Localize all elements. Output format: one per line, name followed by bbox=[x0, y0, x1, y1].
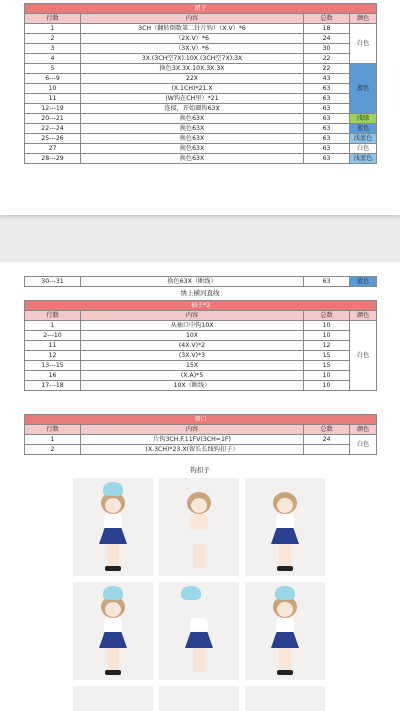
row-total: 43 bbox=[304, 74, 350, 84]
row-num: 16 bbox=[25, 371, 81, 381]
row-color: 白色 bbox=[350, 144, 377, 154]
row-num: 11 bbox=[25, 341, 81, 351]
embroidery-note: 绣上横河直线 bbox=[180, 289, 220, 297]
row-total: 63 bbox=[304, 144, 350, 154]
row-num: 6---9 bbox=[25, 74, 81, 84]
row-content: 3X.(3CH空7X).10X.(3CH空7X).3X bbox=[81, 54, 304, 64]
row-total: 30 bbox=[304, 44, 350, 54]
skirt-table bbox=[24, 3, 377, 164]
doll-figure bbox=[93, 590, 133, 680]
row-content: (X.3CH)*23.X(留长长线钩扣子） bbox=[81, 445, 304, 455]
row-num: 30---31 bbox=[25, 277, 81, 287]
col-total: 总数 bbox=[304, 311, 350, 321]
row-total: 63 bbox=[304, 154, 350, 164]
row-color: 浅蓝色 bbox=[350, 134, 377, 144]
row-num: 25---26 bbox=[25, 134, 81, 144]
row-content: 换色63X bbox=[81, 144, 304, 154]
doll-figure bbox=[93, 486, 133, 576]
skirt-title: 裙子 bbox=[25, 4, 377, 14]
row-total: 15 bbox=[304, 361, 350, 371]
row-total: 63 bbox=[304, 104, 350, 114]
row-content: 15X bbox=[81, 361, 304, 371]
col-rows: 行数 bbox=[25, 14, 81, 24]
col-rows: 行数 bbox=[25, 425, 81, 435]
doll-figure bbox=[265, 590, 305, 680]
row-total: 10 bbox=[304, 381, 350, 391]
row-num: 12---19 bbox=[25, 104, 81, 114]
row-total: 12 bbox=[304, 341, 350, 351]
col-color: 颜色 bbox=[350, 14, 377, 24]
row-total: 10 bbox=[304, 321, 350, 331]
row-content: 片钩3CH.F.11FV(3CH=1F) bbox=[81, 435, 304, 445]
col-content: 内容 bbox=[81, 311, 304, 321]
row-content: 3CH（翻转倒数第二针片钩）（X.V）*6 bbox=[81, 24, 304, 34]
doll-photo bbox=[245, 478, 325, 576]
row-color: 白色 bbox=[350, 435, 377, 455]
doll-photo bbox=[245, 686, 325, 711]
row-color: 蓝色 bbox=[350, 277, 377, 287]
row-content: 换色63X bbox=[81, 114, 304, 124]
row-content: （2X.V）*6 bbox=[81, 34, 304, 44]
doll-photo bbox=[159, 478, 239, 576]
doll-photo-collage bbox=[73, 478, 325, 711]
col-content: 内容 bbox=[81, 14, 304, 24]
row-total: 63 bbox=[304, 124, 350, 134]
row-num: 22---24 bbox=[25, 124, 81, 134]
row-total: 22 bbox=[304, 54, 350, 64]
row-color: 白色 bbox=[350, 321, 377, 391]
row-total: 10 bbox=[304, 371, 350, 381]
row-num: 4 bbox=[25, 54, 81, 64]
row-total: 18 bbox=[304, 24, 350, 34]
row-num: 12 bbox=[25, 351, 81, 361]
row-num: 2 bbox=[25, 34, 81, 44]
row-total: 15 bbox=[304, 351, 350, 361]
row-content: （3X.V）*6 bbox=[81, 44, 304, 54]
doll-figure bbox=[265, 486, 305, 576]
row-content: 换色3X.3X.10X.3X.3X bbox=[81, 64, 304, 74]
row-content: (X.A)*5 bbox=[81, 371, 304, 381]
doll-photo bbox=[245, 582, 325, 680]
row-total: 63 bbox=[304, 94, 350, 104]
col-total: 总数 bbox=[304, 425, 350, 435]
row-content: 10X（断线） bbox=[81, 381, 304, 391]
row-num: 20---21 bbox=[25, 114, 81, 124]
row-num: 2 bbox=[25, 445, 81, 455]
row-num: 17---18 bbox=[25, 381, 81, 391]
row-content: 10X bbox=[81, 331, 304, 341]
row-content: 换色63X（断线） bbox=[81, 277, 304, 287]
row-num: 1 bbox=[25, 435, 81, 445]
row-content: 连接，开始圈钩63X bbox=[81, 104, 304, 114]
row-num: 3 bbox=[25, 44, 81, 54]
doll-photo bbox=[159, 582, 239, 680]
row-total: 24 bbox=[304, 34, 350, 44]
row-total: 63 bbox=[304, 277, 350, 287]
row-color: 白色 bbox=[350, 24, 377, 64]
row-num: 13---15 bbox=[25, 361, 81, 371]
row-total: 63 bbox=[304, 134, 350, 144]
sleeve-table bbox=[24, 300, 377, 391]
row-num: 28---29 bbox=[25, 154, 81, 164]
button-note: 钩扣子 bbox=[190, 466, 210, 474]
row-color: 浅绿 bbox=[350, 114, 377, 124]
row-total: 24 bbox=[304, 435, 350, 445]
doll-photo bbox=[73, 582, 153, 680]
doll-photo bbox=[73, 478, 153, 576]
row-num: 5 bbox=[25, 64, 81, 74]
row-num: 10 bbox=[25, 84, 81, 94]
skirt-table-continued bbox=[24, 276, 377, 287]
row-color: 蓝色 bbox=[350, 124, 377, 134]
doll-photo bbox=[73, 686, 153, 711]
row-color: 浅蓝色 bbox=[350, 154, 377, 164]
row-content: 从袖口中钩10X bbox=[81, 321, 304, 331]
col-total: 总数 bbox=[304, 14, 350, 24]
col-color: 颜色 bbox=[350, 311, 377, 321]
row-total: 22 bbox=[304, 64, 350, 74]
row-content: 22X bbox=[81, 74, 304, 84]
col-color: 颜色 bbox=[350, 425, 377, 435]
col-content: 内容 bbox=[81, 425, 304, 435]
row-color: 蓝色 bbox=[350, 64, 377, 114]
row-num: 2---10 bbox=[25, 331, 81, 341]
row-content: 换色63X bbox=[81, 154, 304, 164]
row-num: 1 bbox=[25, 321, 81, 331]
doll-figure bbox=[179, 590, 219, 680]
doll-photo bbox=[159, 686, 239, 711]
col-rows: 行数 bbox=[25, 311, 81, 321]
sleeve-title: 袖子*2 bbox=[25, 301, 377, 311]
doll-figure bbox=[179, 486, 219, 576]
collar-title: 领口 bbox=[25, 415, 377, 425]
row-total: 63 bbox=[304, 84, 350, 94]
row-content: (X.1CH)*21.X bbox=[81, 84, 304, 94]
row-content: (W钩在CH里）*21 bbox=[81, 94, 304, 104]
row-num: 27 bbox=[25, 144, 81, 154]
pattern-sheet-1 bbox=[0, 0, 400, 215]
row-content: 换色63X bbox=[81, 134, 304, 144]
row-total: 63 bbox=[304, 114, 350, 124]
row-content: 换色63X bbox=[81, 124, 304, 134]
row-content: (4X.V)*2 bbox=[81, 341, 304, 351]
row-content: (3X.V)*3 bbox=[81, 351, 304, 361]
row-total: 10 bbox=[304, 331, 350, 341]
row-total bbox=[304, 445, 350, 455]
row-num: 1 bbox=[25, 24, 81, 34]
row-num: 11 bbox=[25, 94, 81, 104]
collar-table bbox=[24, 414, 377, 455]
